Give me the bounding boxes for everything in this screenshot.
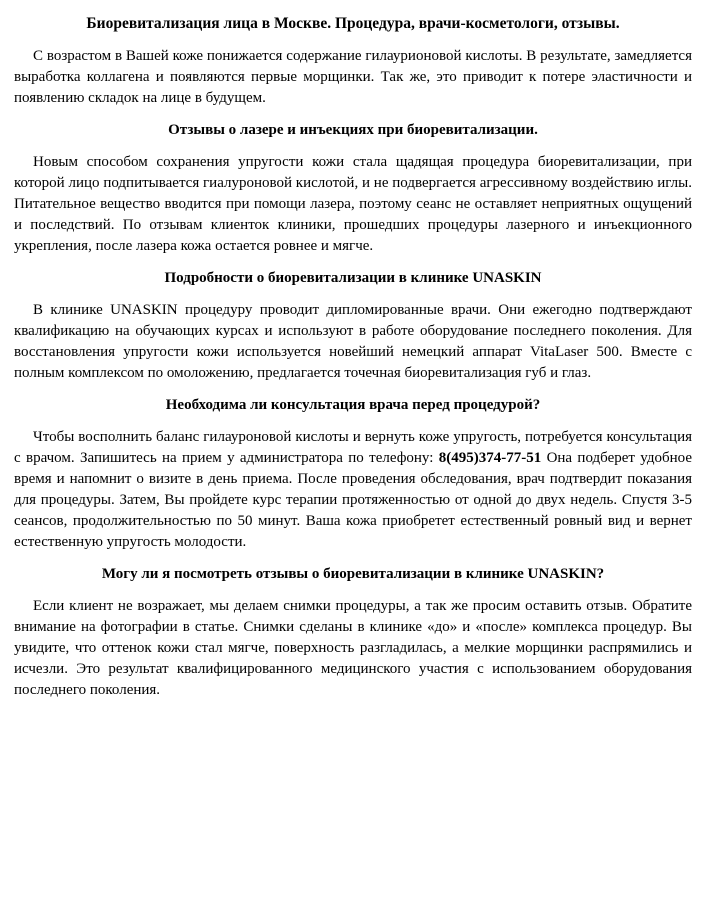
section-paragraph-view-reviews: Если клиент не возражает, мы делаем снимки процедуры, а так же просим оставить отзыв. Обратите внимание на фотографии в статье. Снимки сделаны в клинике «до» и «после» комплекса процедур. Вы увидите, что оттенок кожи стал мягче, поверхность разгладилась, а мелкие морщинки распрямились и исчезли. Это результат квалифицированного медицинского участия с использованием оборудования последнего поколения. — [14, 598, 692, 698]
section-paragraph-unaskin-details: В клинике UNASKIN процедуру проводит дипломированные врачи. Они ежегодно подтверждают квалификацию на обучающих курсах и используют в работе оборудование последнего поколения. Для восстановления упругости кожи используется новейший немецкий аппарат VitaLaser 500. Вместе с полным комплексом по омоложению, предлагается точечная биоревитализация губ и глаз. — [14, 302, 692, 381]
consultation-text-before-phone: Чтобы восполнить баланс гилауроновой кислоты и вернуть коже упругость, потребуется консультация с врачом. Запишитесь на прием у администратора по телефону: — [14, 429, 692, 466]
spacer — [14, 257, 692, 268]
spacer — [14, 384, 692, 395]
consultation-text-after-phone: Она подберет удобное время и напомнит о визите в день приема. После проведения обследования, врач подтвердит показания для процедуры. Затем, Вы пройдете курс терапии протяженностью от одной до двух недель. Спустя 3-5 сеансов, продолжительностью по 50 минут. Ваша кожа приобретет естественный ровный вид и вернет естественную упругость молодости. — [14, 450, 692, 550]
spacer — [14, 416, 692, 427]
spacer — [14, 553, 692, 564]
section-paragraph-reviews-laser: Новым способом сохранения упругости кожи стала щадящая процедура биоревитализации, при которой лицо подпитывается гиалуроновой кислотой, и не подвергается агрессивному воздействию иглы. Питательное вещество вводится при помощи лазера, поэтому сеанс не оставляет неприятных ощущений и последствий. По отзывам клиенток клиники, прошедших процедуры лазерного и инъекционного укрепления, после лазера кожа остается ровнее и мягче. — [14, 154, 692, 254]
section-heading-consultation: Необходима ли консультация врача перед процедурой? — [165, 397, 541, 413]
spacer — [14, 289, 692, 300]
intro-paragraph: С возрастом в Вашей коже понижается содержание гилаурионовой кислоты. В результате, замедляется выработка коллагена и появляются первые морщинки. Так же, это приводит к потере эластичности и появлению складок на лице в будущем. — [14, 48, 692, 106]
spacer — [14, 34, 692, 46]
page-title: Биоревитализация лица в Москве. Процедура, врачи-косметологи, отзывы. — [86, 15, 620, 32]
section-heading-unaskin-details: Подробности о биоревитализации в клинике UNASKIN — [164, 270, 542, 286]
spacer — [14, 141, 692, 152]
section-heading-reviews-laser: Отзывы о лазере и инъекциях при биоревитализации. — [168, 122, 538, 138]
clinic-phone-number: 8(495)374-77-51 — [438, 450, 542, 466]
section-heading-view-reviews: Могу ли я посмотреть отзывы о биоревитализации в клинике UNASKIN? — [101, 566, 605, 582]
spacer — [14, 109, 692, 120]
spacer — [14, 585, 692, 596]
section-paragraph-consultation — [14, 427, 692, 553]
